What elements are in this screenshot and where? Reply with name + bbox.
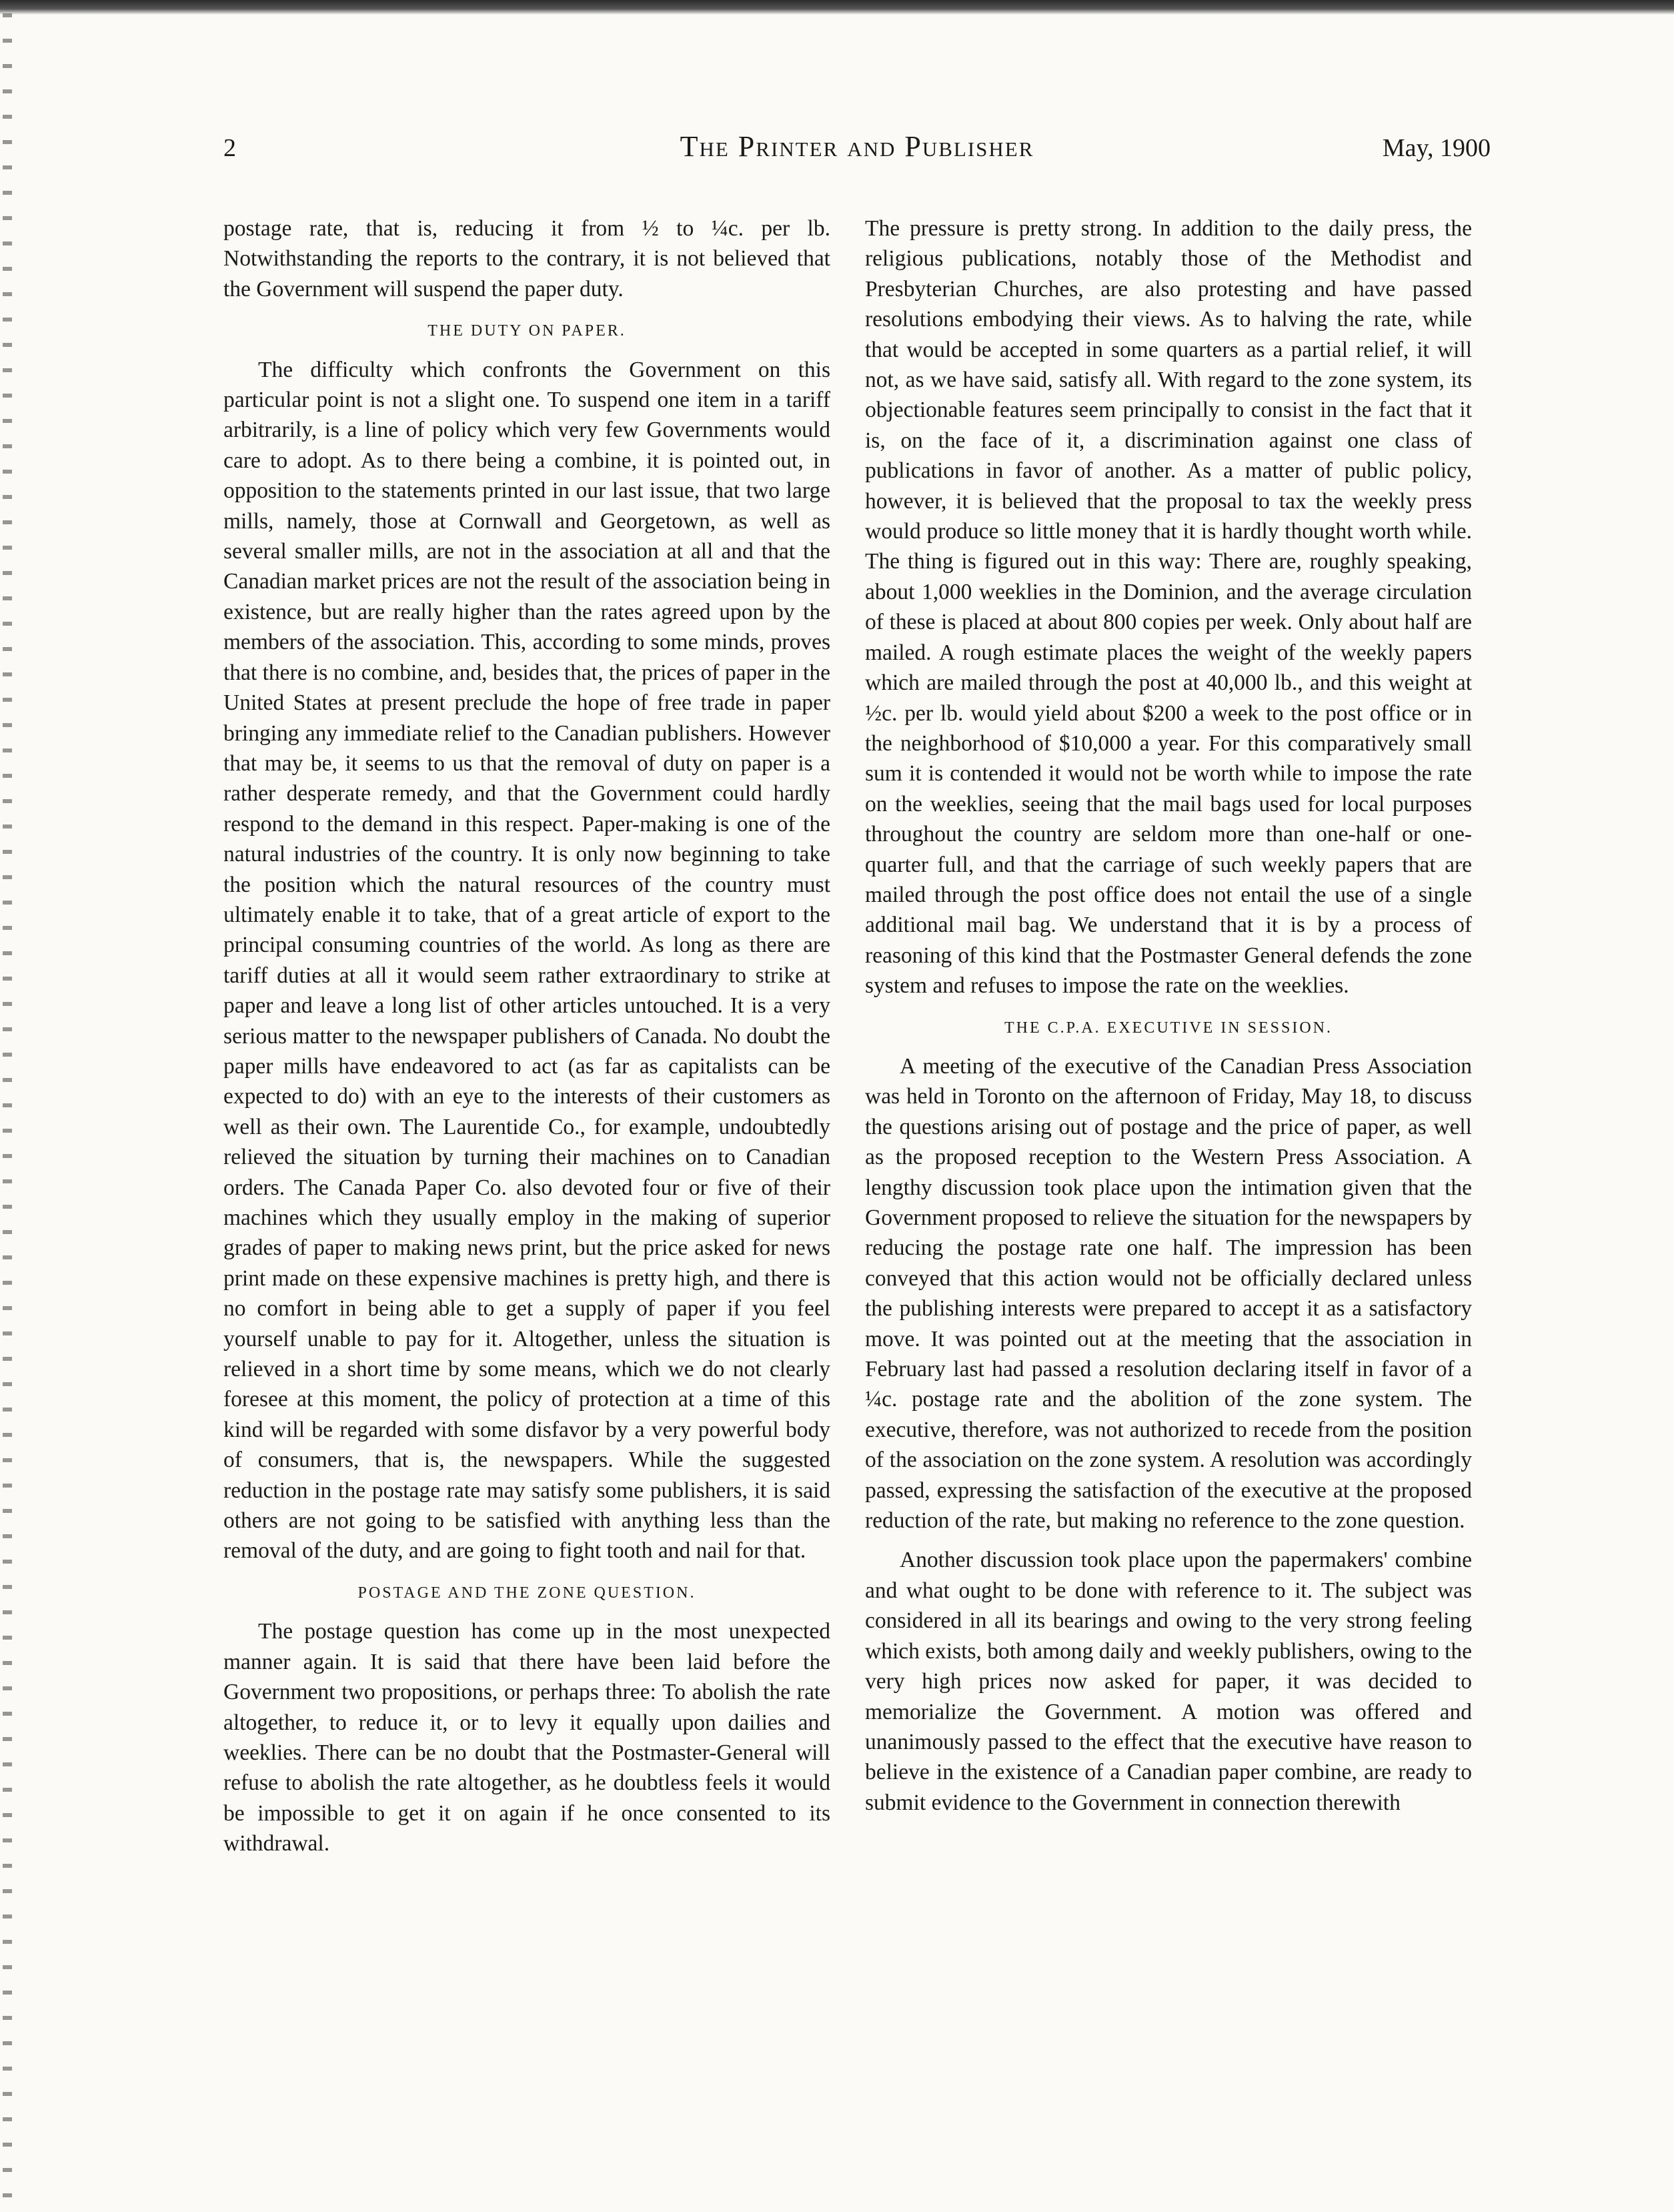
paragraph: A meeting of the executive of the Canadian Press Association was held in Toronto on the afternoon of Friday, May 18, to discuss the questions arising out of postage and the price of paper, as well as the proposed reception to the Western Press Association. A lengthy discussion took place upon the intimation given that the Government proposed to relieve the situation for the newspapers by reducing the postage rate one half. The impression has been conveyed that this action would not be officially declared unless the publishing interests were prepared to accept it as a satisfactory move. It was pointed out at the meeting that the association in February last had passed a resolution declaring itself in favor of a ¼c. postage rate and the abolition of the zone system. The executive, therefore, was not authorized to recede from the position of the association on the zone system. A resolution was accordingly passed, expressing the satisfaction of the executive at the proposed reduction of the rate, but making no reference to the zone question. xyxy=(865,1053,1472,1534)
section-heading: THE DUTY ON PAPER. xyxy=(428,322,626,340)
paragraph: Another discussion took place upon the papermakers' combine and what ought to be done with reference to it. The subject was considered in all its bearings and owing to the very strong feeling which exists, both among daily and weekly publishers, owing to the very high prices now asked for paper, it was decided to memorialize the Government. A motion was offered and unanimously passed to the effect that the executive have reason to believe in the existence of a Canadian paper combine, are ready to submit evidence to the Government in connection therewith xyxy=(865,1548,1472,1815)
page-header xyxy=(223,130,1491,173)
right-column xyxy=(865,213,1472,2188)
paragraph: postage rate, that is, reducing it from ½ to ¼c. per lb. Notwithstanding the reports to the contrary, it is not believed that the Government will suspend the paper duty. xyxy=(223,216,830,302)
journal-title: The Printer and Publisher xyxy=(680,130,1034,163)
left-column xyxy=(223,213,830,2188)
paragraph: The difficulty which confronts the Government on this particular point is not a slight one. To suspend one item in a tariff arbitrarily, is a line of policy which very few Governments would care to adopt. As to there being a combine, it is pointed out, in opposition to the statements printed in our last issue, that two large mills, namely, those at Cornwall and Georgetown, as well as several smaller mills, are not in the association at all and that the Canadian market prices are not the result of the association being in existence, but are really higher than the rates agreed upon by the members of the association. This, according to some minds, proves that there is no combine, and, besides that, the prices of paper in the United States at present preclude the hope of free trade in paper bringing any immediate relief to the Canadian publishers. However that may be, it seems to us that the removal of duty on paper is a rather desperate remedy, and that the Government could hardly respond to the demand in this respect. Paper-making is one of the natural industries of the country. It is only now beginning to take the position which the natural resources of the country must ultimately enable it to take, that of a great article of export to the principal consuming countries of the world. As long as there are tariff duties at all it would seem rather extraordinary to strike at paper and leave a long list of other articles untouched. It is a very serious matter to the newspaper publishers of Canada. No doubt the paper mills have endeavored to act (as far as capitalists can be expected to do) with an eye to the interests of their customers as well as their own. The Laurentide Co., for example, undoubtedly relieved the situation by turning their machines on to Canadian orders. The Canada Paper Co. also devoted four or five of their machines which they usually employ in the making of superior grades of paper to making news print, but the price asked for news print made on these expensive machines is pretty high, and there is no comfort in being able to get a supply of paper if you feel yourself unable to pay for it. Altogether, unless the situation is relieved in a short time by some means, which we do not clearly foresee at this moment, the policy of protection at a time of this kind will be regarded with some disfavor by a very powerful body of consumers, that is, the newspapers. While the suggested reduction in the postage rate may satisfy some publishers, it is said others are not going to be satisfied with anything less than the removal of the duty, and are going to fight tooth and nail for that. xyxy=(223,357,830,1564)
scan-top-edge xyxy=(0,0,1674,15)
paragraph: The postage question has come up in the most unexpected manner again. It is said that there have been laid before the Government two propositions, or perhaps three: To abolish the rate altogether, to reduce it, or to levy it equally upon dailies and weeklies. There can be no doubt that the Postmaster-General will refuse to abolish the rate altogether, as he doubtless feels it would be impossible to get it on again if he once consented to its withdrawal. xyxy=(223,1619,830,1856)
section-heading: POSTAGE AND THE ZONE QUESTION. xyxy=(357,1584,696,1602)
page-number: 2 xyxy=(223,134,236,162)
paragraph: The pressure is pretty strong. In addition to the daily press, the religious publications, notably those of the Methodist and Presbyterian Churches, are also protesting and have passed resolutions embodying their views. As to halving the rate, while that would be accepted in some quarters as a partial relief, it will not, as we have said, satisfy all. With regard to the zone system, its objectionable features seem principally to consist in the fact that it is, on the face of it, a discrimination against one class of publications in favor of another. As a matter of public policy, however, it is believed that the proposal to tax the weekly press would produce so little money that it is hardly thought worth while. The thing is figured out in this way: There are, roughly speaking, about 1,000 weeklies in the Dominion, and the average circulation of these is placed at about 800 copies per week. Only about half are mailed. A rough estimate places the weight of the weekly papers which are mailed through the post at 40,000 lb., and this weight at ½c. per lb. would yield about $200 a week to the post office or in the neighborhood of $10,000 a year. For this comparatively small sum it is contended it would not be worth while to impose the rate on the weeklies, seeing that the mail bags used for local purposes throughout the country are seldom more than one-half or one-quarter full, and that the carriage of such weekly papers that are mailed through the post office does not entail the use of a single additional mail bag. We understand that it is by a process of reasoning of this kind that the Postmaster General defends the zone system and refuses to impose the rate on the weeklies. xyxy=(865,216,1472,999)
issue-date: May, 1900 xyxy=(1382,134,1491,162)
scan-left-edge xyxy=(3,13,12,2208)
section-heading: THE C.P.A. EXECUTIVE IN SESSION. xyxy=(1004,1019,1333,1037)
